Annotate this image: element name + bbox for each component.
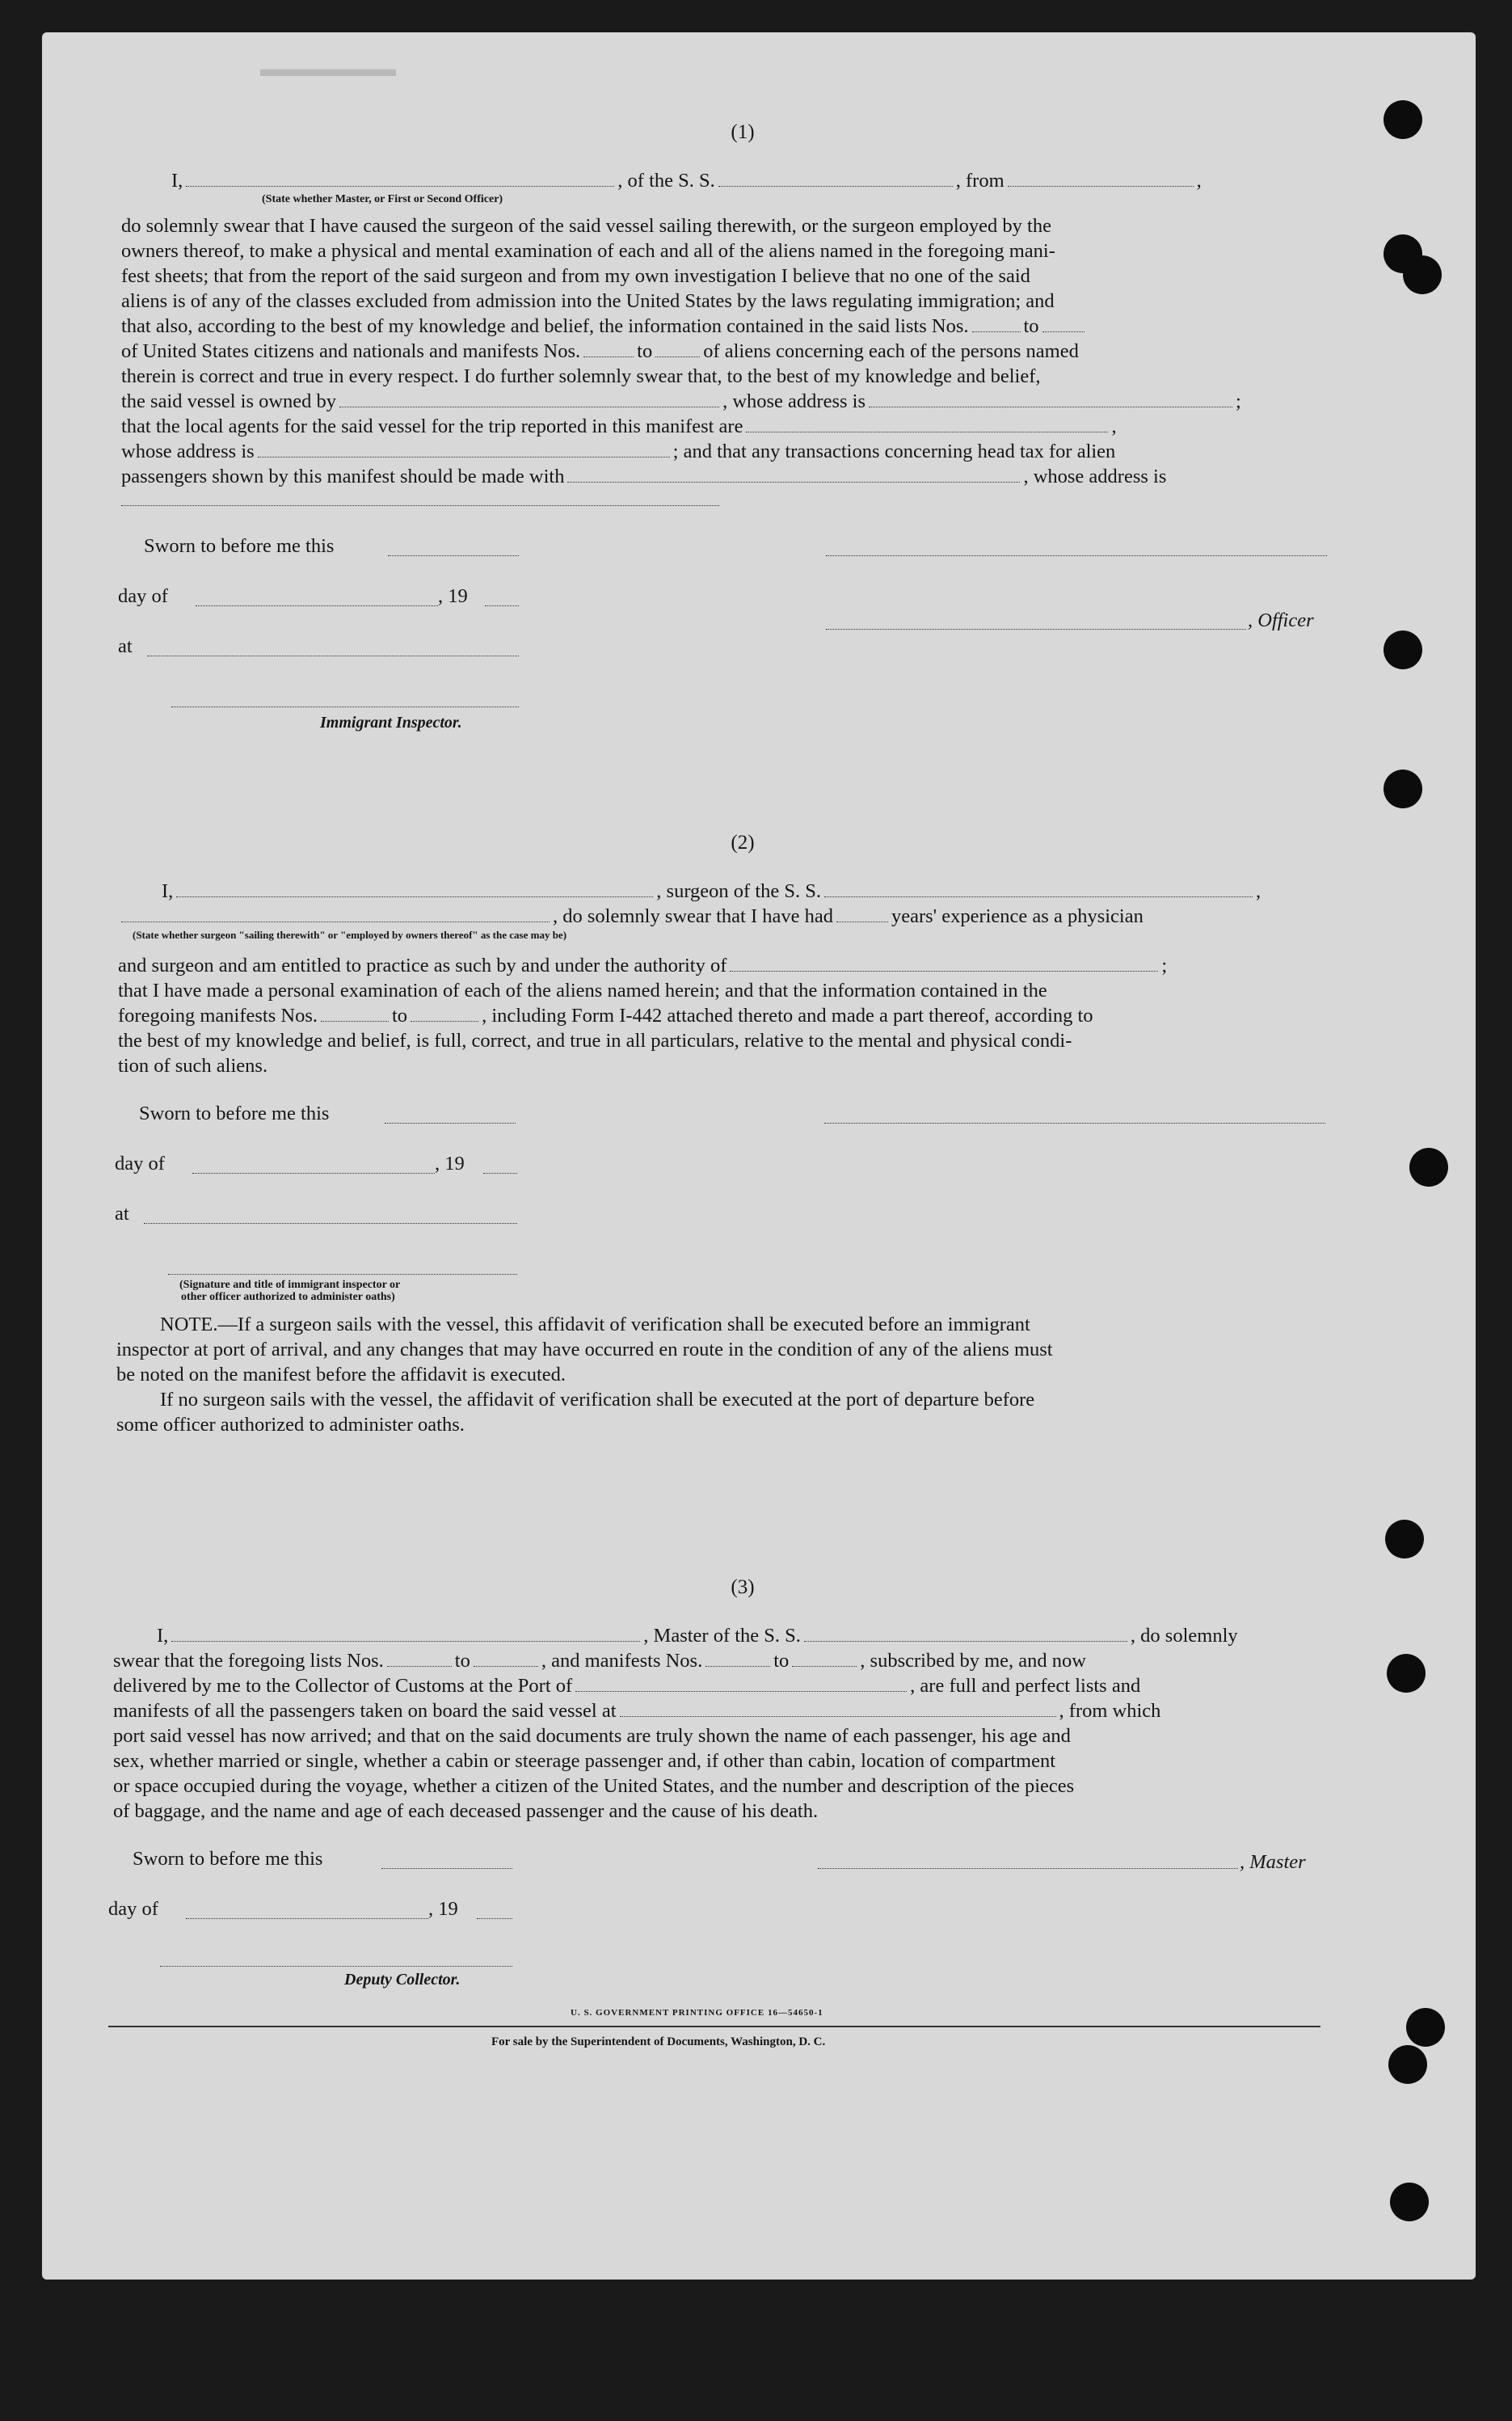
s1-l10-a: that the local agents for the said vessel for the trip reported in this manifest are xyxy=(121,415,743,437)
s2-l1-a: I, xyxy=(162,880,174,902)
s3-l1-b: , Master of the S. S. xyxy=(643,1625,801,1647)
s2-year-field[interactable] xyxy=(483,1173,517,1174)
footer-sale-notice: For sale by the Superintendent of Documents, Washington, D. C. xyxy=(491,2035,826,2048)
s1-l1-a: I, xyxy=(171,170,183,192)
s1-l1-b: , of the S. S. xyxy=(617,170,715,192)
manifests-from-field[interactable] xyxy=(583,342,634,357)
s1-officer-line[interactable] xyxy=(826,629,1246,630)
s2-sig-hint-2: other officer authorized to administer oaths) xyxy=(181,1291,395,1303)
s2-l5-c: , including Form I-442 attached thereto and made a part thereof, according to xyxy=(482,1005,1093,1027)
punch-hole-5 xyxy=(1384,770,1422,808)
section-2-number: (2) xyxy=(731,832,755,854)
s1-l10-b: , xyxy=(1111,415,1117,437)
s3-master-label: , Master xyxy=(1240,1851,1306,1873)
punch-hole-9 xyxy=(1406,2008,1445,2047)
s3-l1-a: I, xyxy=(157,1625,169,1647)
punch-hole-3 xyxy=(1403,255,1442,294)
s2-line-7: tion of such aliens. xyxy=(118,1055,268,1077)
deputy-collector-label: Deputy Collector. xyxy=(344,1971,461,1989)
s1-line-5: aliens is of any of the classes excluded from admission into the United States by the laws regulating immigration; and xyxy=(121,290,1055,312)
s1-line-9 xyxy=(121,389,1241,414)
s1-l9-c: ; xyxy=(1235,390,1241,412)
s1-line-1 xyxy=(171,168,1202,193)
s1-line-10 xyxy=(121,414,1117,439)
from-port-field[interactable] xyxy=(1008,171,1194,187)
port-of-customs-field[interactable] xyxy=(575,1677,907,1692)
s2-sworn-date-field[interactable] xyxy=(385,1123,516,1124)
s3-year-field[interactable] xyxy=(477,1918,512,1919)
s2-l3-a: and surgeon and am entitled to practice as such by and under the authority of xyxy=(118,955,727,976)
surgeon-status-field[interactable] xyxy=(121,907,550,922)
officer-name-field[interactable] xyxy=(186,171,614,187)
s3-deputy-signature-line[interactable] xyxy=(160,1966,512,1967)
local-agents-field[interactable] xyxy=(746,417,1108,432)
s2-note-3: be noted on the manifest before the affidavit is executed. xyxy=(116,1364,566,1386)
s2-note-2: inspector at port of arrival, and any changes that may have occurred en route in the condition of any of the aliens must xyxy=(116,1339,1053,1360)
s3-l3-a: delivered by me to the Collector of Customs at the Port of xyxy=(113,1675,573,1697)
s2-l1-b: , surgeon of the S. S. xyxy=(656,880,822,902)
master-name-field[interactable] xyxy=(171,1626,640,1642)
s2-surgeon-signature-line[interactable] xyxy=(824,1123,1325,1124)
years-experience-field[interactable] xyxy=(836,907,888,922)
s3-line-4 xyxy=(113,1698,1160,1723)
s1-l11-b: ; and that any transactions concerning head tax for alien xyxy=(672,441,1116,462)
s3-manifests-from-field[interactable] xyxy=(705,1651,770,1667)
s1-line-8: therein is correct and true in every respect. I do further solemnly swear that, to the best of my knowledge and belief, xyxy=(121,365,1041,387)
s3-l3-b: , are full and perfect lists and xyxy=(910,1675,1141,1697)
manifests-to-field[interactable] xyxy=(655,342,700,357)
s1-line-12 xyxy=(121,464,1166,489)
s3-year-label: , 19 xyxy=(428,1898,458,1920)
s1-inspector-signature-line[interactable] xyxy=(171,706,519,707)
head-tax-party-field[interactable] xyxy=(567,467,1020,483)
footer-rule xyxy=(108,2026,1320,2027)
s3-l4-a: manifests of all the passengers taken on board the said vessel at xyxy=(113,1700,617,1722)
s1-line-6 xyxy=(121,314,1088,339)
s3-line-3 xyxy=(113,1673,1140,1698)
s1-l6-a: that also, according to the best of my knowledge and belief, the information contained in the said lists Nos. xyxy=(121,315,969,337)
punch-hole-11 xyxy=(1390,2183,1429,2221)
s2-line-6: the best of my knowledge and belief, is full, correct, and true in all particulars, relative to the mental and physical condi- xyxy=(118,1030,1072,1052)
s2-l1-c: , xyxy=(1256,880,1261,902)
s1-l1-d: , xyxy=(1196,170,1202,192)
s2-l5-b: to xyxy=(392,1005,408,1027)
s2-day-of-label: day of xyxy=(115,1153,165,1175)
vessel-owner-field[interactable] xyxy=(339,392,719,407)
s3-l2-e: , subscribed by me, and now xyxy=(860,1650,1086,1672)
head-tax-address-field[interactable] xyxy=(121,505,719,506)
s2-line-1 xyxy=(162,879,1261,904)
s3-line-2 xyxy=(113,1648,1086,1673)
s1-sworn-label: Sworn to before me this xyxy=(144,535,335,557)
s3-l2-a: swear that the foregoing lists Nos. xyxy=(113,1650,384,1672)
embarkation-port-field[interactable] xyxy=(620,1702,1056,1717)
s1-sworn-date-field[interactable] xyxy=(388,555,519,556)
s2-sworn-label: Sworn to before me this xyxy=(139,1103,330,1124)
s3-line-8: of baggage, and the name and age of each deceased passenger and the cause of his death. xyxy=(113,1800,819,1822)
faint-header-mark: ▬▬▬▬▬▬ xyxy=(260,57,396,82)
s2-line-2 xyxy=(118,904,1143,929)
s1-line-2: do solemnly swear that I have caused the surgeon of the said vessel sailing therewith, or the surgeon employed by the xyxy=(121,215,1051,237)
s2-l2-a: , do solemnly swear that I have had xyxy=(553,905,833,927)
s2-at-field[interactable] xyxy=(144,1223,517,1224)
s1-year-label: , 19 xyxy=(438,585,468,607)
s3-manifests-to-field[interactable] xyxy=(792,1651,857,1667)
punch-hole-7 xyxy=(1385,1520,1424,1558)
s3-month-field[interactable] xyxy=(186,1918,428,1919)
lists-to-field[interactable] xyxy=(1042,317,1085,332)
s1-month-field[interactable] xyxy=(196,605,438,606)
s2-month-field[interactable] xyxy=(192,1173,435,1174)
s3-line-6: sex, whether married or single, whether a cabin or steerage passenger and, if other than cabin, location of compartment xyxy=(113,1750,1056,1772)
s3-l4-b: , from which xyxy=(1059,1700,1161,1722)
s3-day-of-label: day of xyxy=(108,1898,158,1920)
owner-address-field[interactable] xyxy=(869,392,1232,407)
section-3-number: (3) xyxy=(731,1576,755,1598)
s2-line-3 xyxy=(118,953,1167,978)
immigrant-inspector-label: Immigrant Inspector. xyxy=(320,714,462,732)
s2-manifests-to-field[interactable] xyxy=(411,1006,478,1022)
s1-l7-c: of aliens concerning each of the persons named xyxy=(703,340,1079,362)
s1-l9-b: , whose address is xyxy=(722,390,866,412)
s1-year-field[interactable] xyxy=(485,605,519,606)
punch-hole-8 xyxy=(1387,1654,1426,1693)
s2-manifests-from-field[interactable] xyxy=(321,1006,389,1022)
lists-from-field[interactable] xyxy=(972,317,1021,332)
s1-line-11 xyxy=(121,439,1115,464)
s1-l7-b: to xyxy=(637,340,653,362)
s1-l12-b: , whose address is xyxy=(1023,466,1167,487)
s2-l3-b: ; xyxy=(1161,955,1168,976)
s1-officer-label: , Officer xyxy=(1248,609,1314,631)
s3-line-7: or space occupied during the voyage, whether a citizen of the United States, and the number and description of the pieces xyxy=(113,1775,1075,1797)
s1-line-3: owners thereof, to make a physical and mental examination of each and all of the aliens named in the foregoing mani- xyxy=(121,240,1055,262)
vessel-name-field[interactable] xyxy=(718,171,953,187)
s1-l1-c: , from xyxy=(955,170,1004,192)
punch-hole-6 xyxy=(1409,1148,1448,1187)
printing-office-mark: U. S. GOVERNMENT PRINTING OFFICE 16—54650-1 xyxy=(571,2008,823,2018)
s3-sworn-date-field[interactable] xyxy=(381,1868,512,1869)
s3-l2-c: , and manifests Nos. xyxy=(541,1650,703,1672)
s2-note-4: If no surgeon sails with the vessel, the affidavit of verification shall be executed at the port of departure before xyxy=(160,1389,1035,1411)
s2-inspector-signature-line[interactable] xyxy=(168,1274,517,1275)
s1-l9-a: the said vessel is owned by xyxy=(121,390,337,412)
surgeon-name-field[interactable] xyxy=(176,882,653,897)
s1-line-4: fest sheets; that from the report of the said surgeon and from my own investigation I believe that no one of the said xyxy=(121,265,1030,287)
s2-l5-a: foregoing manifests Nos. xyxy=(118,1005,318,1027)
s1-at-label: at xyxy=(118,635,133,657)
s2-note-5: some officer authorized to administer oaths. xyxy=(116,1414,465,1436)
form-page xyxy=(42,32,1476,2280)
s1-officer-signature-line[interactable] xyxy=(826,555,1327,556)
s2-at-label: at xyxy=(115,1203,129,1225)
agents-address-field[interactable] xyxy=(258,442,670,458)
s1-l7-a: of United States citizens and nationals and manifests Nos. xyxy=(121,340,581,362)
s2-vessel-field[interactable] xyxy=(824,882,1253,897)
s2-line-5 xyxy=(118,1003,1093,1028)
s1-line-7 xyxy=(121,339,1079,364)
s2-line-4: that I have made a personal examination of each of the aliens named herein; and that the information contained in the xyxy=(118,980,1047,1002)
s3-lists-to-field[interactable] xyxy=(474,1651,538,1667)
s1-l12-a: passengers shown by this manifest should be made with xyxy=(121,466,565,487)
s2-sig-hint-1: (Signature and title of immigrant inspector or xyxy=(179,1279,401,1291)
s3-line-5: port said vessel has now arrived; and that on the said documents are truly shown the name of each passenger, his age and xyxy=(113,1725,1071,1747)
section-1-number: (1) xyxy=(731,121,755,143)
s3-l1-c: , do solemnly xyxy=(1130,1625,1238,1647)
s3-l2-b: to xyxy=(454,1650,470,1672)
surgeon-hint: (State whether surgeon "sailing therewith" or "employed by owners thereof" as the case may be) xyxy=(133,929,567,941)
s3-lists-from-field[interactable] xyxy=(387,1651,452,1667)
s2-note-1: NOTE.—If a surgeon sails with the vessel, this affidavit of verification shall be executed before an immigrant xyxy=(160,1314,1030,1335)
s2-l2-b: years' experience as a physician xyxy=(891,905,1143,927)
s3-sworn-label: Sworn to before me this xyxy=(133,1848,323,1870)
s3-master-signature-line[interactable] xyxy=(818,1868,1238,1869)
punch-hole-4 xyxy=(1384,631,1422,669)
s3-l2-d: to xyxy=(773,1650,790,1672)
practice-authority-field[interactable] xyxy=(730,956,1158,972)
officer-hint: (State whether Master, or First or Second Officer) xyxy=(262,193,503,205)
s1-day-of-label: day of xyxy=(118,585,168,607)
s3-line-1 xyxy=(157,1623,1238,1648)
s3-vessel-field[interactable] xyxy=(804,1626,1127,1642)
s1-l6-b: to xyxy=(1023,315,1039,337)
punch-hole-10 xyxy=(1388,2045,1427,2084)
s1-l11-a: whose address is xyxy=(121,441,255,462)
s2-year-label: , 19 xyxy=(435,1153,465,1175)
